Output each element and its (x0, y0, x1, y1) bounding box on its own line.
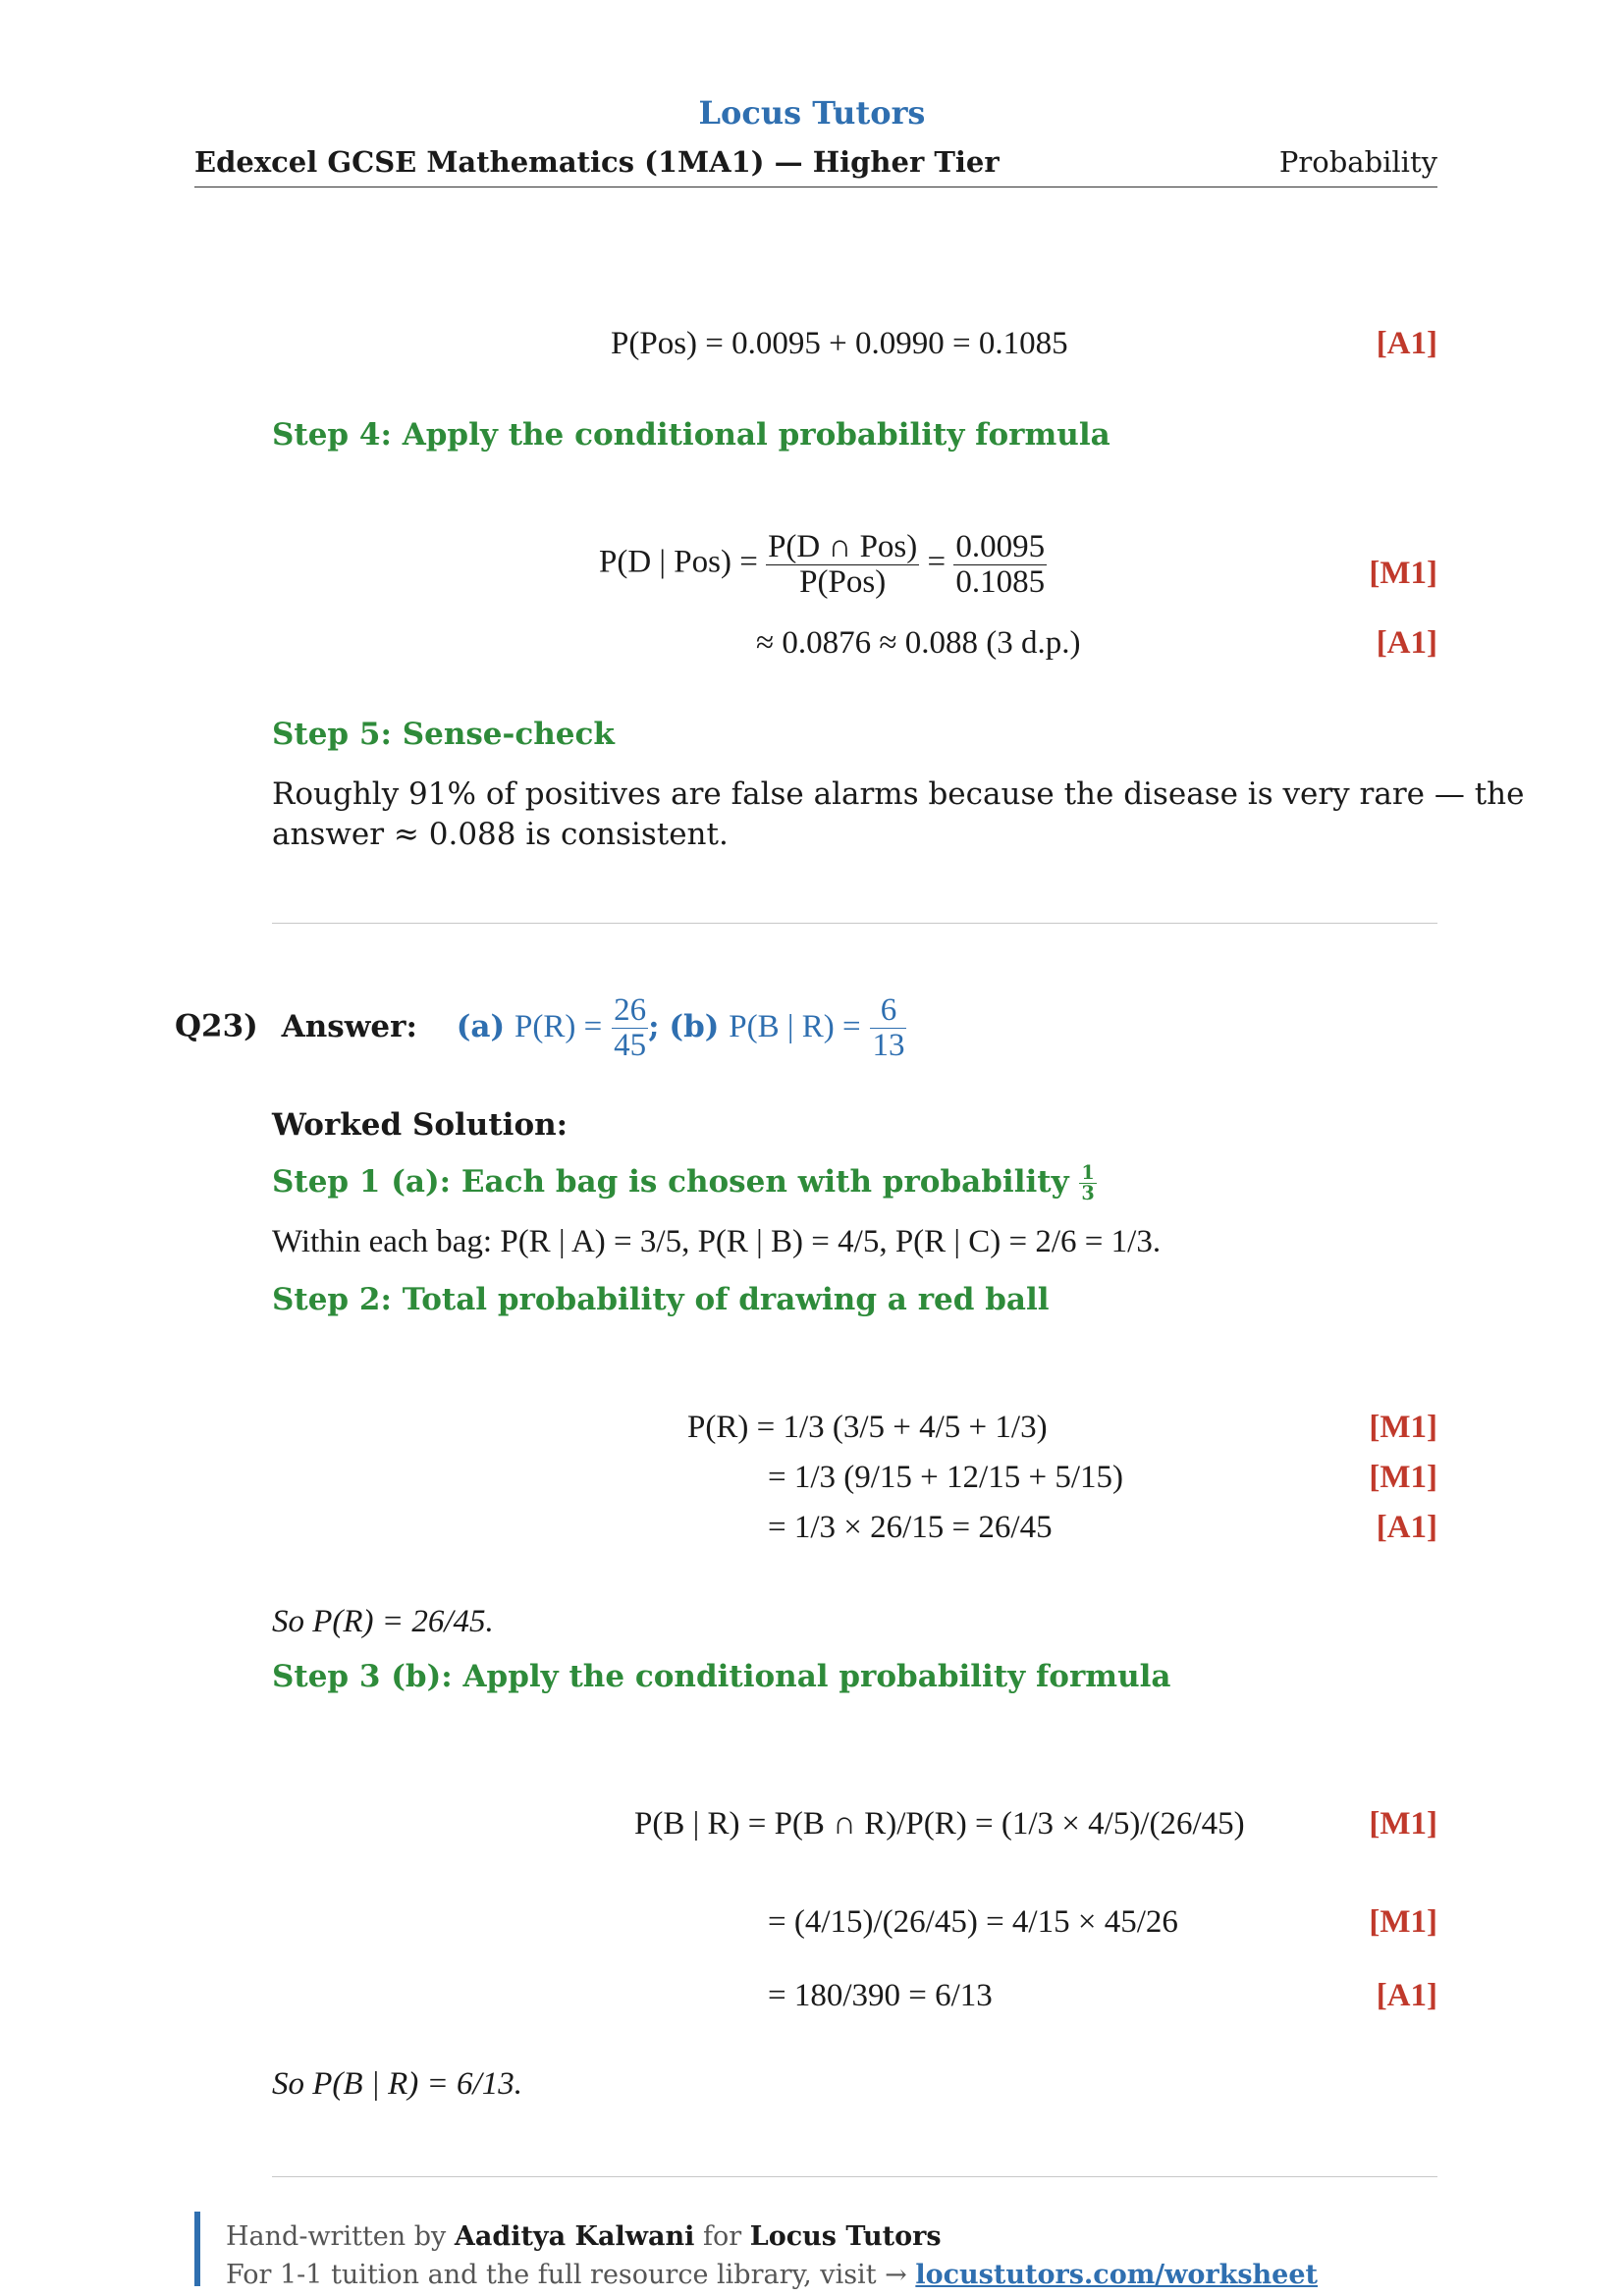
so-pr-line: So P(R) = 26/45. (272, 1604, 494, 1639)
part-b-expression: P(B | R) = (729, 1008, 861, 1044)
pr-line-3: = 1/3 × 26/15 = 26/45 (768, 1510, 1053, 1545)
pb-line-1: P(B | R) = P(B ∩ R)/P(R) = (1/3 × 4/5)/(26/45) (634, 1806, 1245, 1842)
mark-m1: [M1] (1369, 1460, 1437, 1495)
step2-title: Step 2: Total probability of drawing a red ball (272, 1282, 1050, 1317)
within-bag-line: Within each bag: P(R | A) = 3/5, P(R | B) = 4/5, P(R | C) = 2/6 = 1/3. (272, 1224, 1162, 1259)
brand-title: Locus Tutors (698, 94, 926, 132)
cond-denominator-value: 0.1085 (955, 563, 1046, 600)
mark-m1: [M1] (1369, 1410, 1437, 1445)
section-divider (272, 923, 1437, 924)
footer-author: Aaditya Kalwani (454, 2221, 695, 2252)
mark-a1: [A1] (1376, 1510, 1437, 1545)
mark-a1: [A1] (1376, 326, 1437, 361)
mark-m1: [M1] (1369, 556, 1437, 591)
mark-a1: [A1] (1376, 1978, 1437, 2013)
footer-prefix: Hand-written by (226, 2221, 447, 2252)
step1-title (272, 1163, 1097, 1203)
course-title: Edexcel GCSE Mathematics (1MA1) — Higher Tier (194, 145, 1000, 179)
step1-title-text: Step 1 (a): Each bag is chosen with probability (272, 1164, 1069, 1201)
cond-equals: = (927, 544, 947, 580)
part-b-numerator: 6 (870, 993, 906, 1029)
step1-denominator: 3 (1081, 1182, 1095, 1205)
answer-separator: ; (648, 1008, 660, 1044)
step4-title: Step 4: Apply the conditional probability formula (272, 417, 1110, 453)
footer-line-1 (226, 2221, 942, 2252)
answer-values (456, 992, 907, 1063)
cond-fraction (766, 530, 919, 599)
mark-a1: [A1] (1376, 625, 1437, 661)
sense-check-line-1: Roughly 91% of positives are false alarms because the disease is very rare — the (272, 776, 1525, 812)
step3-title: Step 3 (b): Apply the conditional probability formula (272, 1659, 1171, 1694)
cond-denominator: P(Pos) (799, 563, 887, 600)
part-b-fraction (870, 993, 906, 1062)
step1-numerator: 1 (1081, 1161, 1095, 1184)
question-number: Q23) (175, 1008, 258, 1044)
cond-numerator: P(D ∩ Pos) (768, 529, 918, 564)
footer-line-2 (226, 2260, 1318, 2290)
cond-numerator-value: 0.0095 (955, 529, 1046, 564)
worked-solution-label: Worked Solution: (272, 1107, 568, 1143)
topic-label: Probability (1278, 145, 1437, 179)
footer-divider (272, 2176, 1437, 2177)
so-pb-line: So P(B | R) = 6/13. (272, 2066, 522, 2102)
footer-org: Locus Tutors (749, 2221, 942, 2252)
part-b-label: (b) (669, 1008, 720, 1044)
part-a-denominator: 45 (614, 1027, 647, 1063)
q23-answer-line (175, 993, 906, 1062)
pr-line-2: = 1/3 (9/15 + 12/15 + 5/15) (768, 1460, 1123, 1495)
part-a-label: (a) (456, 1008, 506, 1044)
step1-fraction (1079, 1163, 1096, 1203)
sense-check-line-2: answer ≈ 0.088 is consistent. (272, 817, 729, 852)
mark-m1: [M1] (1369, 1904, 1437, 1940)
part-a-expression: P(R) = (514, 1008, 603, 1044)
pb-line-3: = 180/390 = 6/13 (768, 1978, 993, 2013)
step5-title: Step 5: Sense-check (272, 717, 615, 752)
footer-accent-bar (194, 2212, 200, 2286)
part-a-numerator: 26 (614, 992, 647, 1028)
part-a-fraction (612, 993, 648, 1062)
pr-line-1: P(R) = 1/3 (3/5 + 4/5 + 1/3) (687, 1410, 1048, 1445)
footer-mid: for (702, 2221, 742, 2252)
conditional-equation (599, 530, 1047, 599)
worksheet-link[interactable]: locustutors.com/worksheet (915, 2260, 1319, 2290)
part-b-denominator: 13 (872, 1027, 905, 1063)
cond-fraction-values (953, 530, 1047, 599)
approx-line: ≈ 0.0876 ≈ 0.088 (3 d.p.) (756, 625, 1081, 661)
ppos-equation: P(Pos) = 0.0095 + 0.0990 = 0.1085 (611, 326, 1068, 361)
answer-label: Answer: (281, 1008, 417, 1044)
pb-line-2: = (4/15)/(26/45) = 4/15 × 45/26 (768, 1904, 1178, 1940)
cond-lhs: P(D | Pos) = (599, 544, 758, 580)
mark-m1: [M1] (1369, 1806, 1437, 1842)
footer-visit-text: For 1-1 tuition and the full resource library, visit → (226, 2260, 907, 2290)
